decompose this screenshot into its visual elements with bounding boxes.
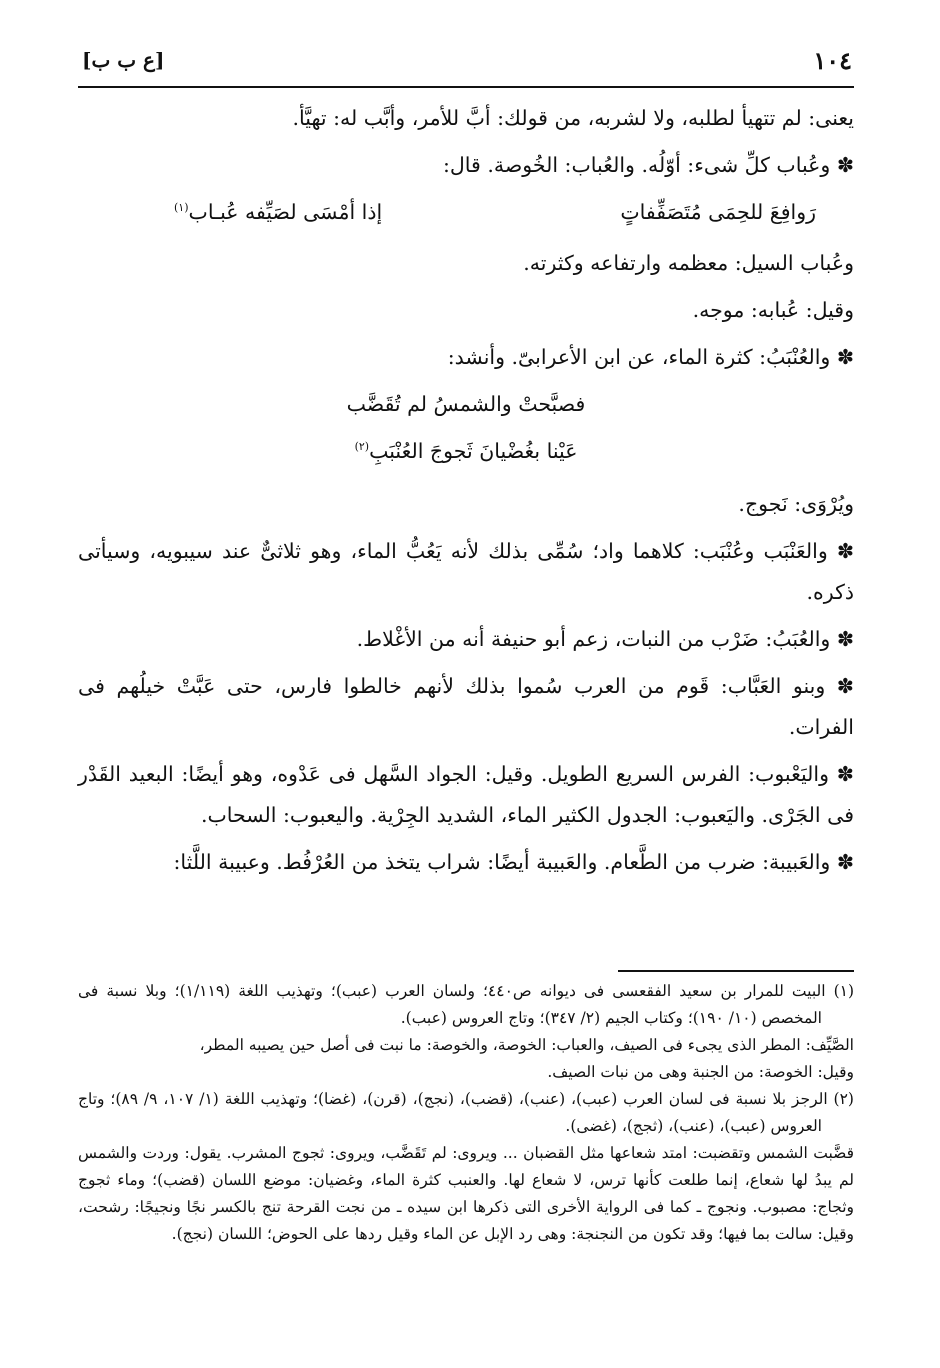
paragraph: ✽ وعُباب كلِّ شىء: أوّلُه. والعُباب: الخُوصة. قال: — [443, 153, 854, 177]
main-text — [78, 98, 854, 889]
footnote-marker[interactable]: (٢) — [354, 440, 370, 454]
verse-hemistich-second: إذا أمْسَى لصَيِّفه عُبـاب$^{(١)}$ — [174, 200, 383, 224]
paragraph: يعنى: لم تتهيأ لطلبه، ولا لشربه، من قولك: أبَّ للأمر، وأبَّب له: تهيَّأ. — [292, 106, 854, 130]
verse-line — [78, 192, 854, 233]
footnote-gloss: قضَّبت الشمس وتقضبت: امتد شعاعها مثل القضبان ... ويروى: لم تَقَضَّب، ويروى: ثجوج المشرب. يقول: وردت والشمس لم يبدُ لها شعاع، إنما طلعت كأنها ترس، لا شعاع لها. والعنبب كثرة الماء، وغضيان: موضع اللسان (قضب)؛ وماء ثجوج وثجاج: مصبوب. ونجوج ـ كما فى الرواية الأخرى التى ذكرها ابن سيده ـ من نجت القرحة تنج بالكسر نجًا ونجيجًا: رشحت، وقيل: سالت بما فيها؛ وقد تكون من النجنجة: وهى رد الإبل عن الماء وقيل ردها على الحوض؛ اللسان (نجج). — [78, 1144, 854, 1243]
paragraph: ✽ وبنو العَبَّاب: قَوم من العرب سُموا بذلك لأنهم خالطوا فارس، حتى عَبَّتْ خيلُهم فى الفرات. — [78, 674, 854, 739]
paragraph: وعُباب السيل: معظمه وارتفاعه وكثرته. — [523, 251, 854, 275]
running-head — [78, 46, 854, 82]
book-page — [78, 40, 854, 1340]
header-divider — [78, 86, 854, 88]
entry-root-label: [ع ب ب] — [82, 48, 165, 72]
rajaz-line: فصبَّحتْ والشمسُ لم تُقَضَّب — [346, 392, 586, 416]
rajaz-line: عَيْنا بغُضْيانَ ثَجوجَ العُنْبَبِ$^{(٢)}$ — [354, 439, 578, 463]
paragraph: ✽ والعُنْبَبُ: كثرة الماء، عن ابن الأعرابىّ. وأنشد: — [447, 345, 854, 369]
paragraph: وقيل: عُبابه: موجه. — [692, 298, 854, 322]
footnote-1: (١) البيت للمرار بن سعيد الفقعسى فى ديوانه ص٤٤٠؛ ولسان العرب (عبب)؛ وتهذيب اللغة (١/١١٩)؛ وبلا نسبة فى المخصص (١٠/ ١٩٠)؛ وكتاب الجيم (٢/ ٣٤٧)؛ وتاج العروس (عبب). — [78, 982, 855, 1027]
verse-hemistich-first: رَوافِعَ للحِمَى مُتَصَفِّفاتٍ — [620, 200, 816, 224]
footnote-2: (٢) الرجز بلا نسبة فى لسان العرب (عبب)، (عنب)، (قضب)، (نجج)، (قرن)، (غضا)؛ وتهذيب اللغة (١/ ١٠٧، ٩/ ٨٩)؛ وتاج العروس (عبب)، (عنب)، (ثجج)، (غضى). — [78, 1090, 854, 1135]
footnote-divider — [618, 970, 854, 972]
paragraph: ويُرْوَى: نَجوج. — [738, 492, 854, 516]
paragraph: ✽ والعَبيبة: ضرب من الطَّعام. والعَبيبة أيضًا: شراب يتخذ من العُرْفُط. وعبيبة اللَّثا: — [173, 850, 854, 874]
footnote-marker[interactable]: (١) — [174, 201, 189, 215]
page-number: ١٠٤ — [813, 46, 852, 75]
paragraph: ✽ واليَعْبوب: الفرس السريع الطويل. وقيل: الجواد السَّهل فى عَدْوه، وهو أيضًا: البعيد القَدْر فى الجَرْى. واليَعبوب: الجدول الكثير الماء، الشديد الجِرْية. واليعبوب: السحاب. — [78, 762, 854, 827]
footnote-gloss: الصَّيِّف: المطر الذى يجىء فى الصيف، والعباب: الخوصة، والخوصة: ما نبت فى أصل حين يصيبه المطر، — [199, 1036, 854, 1054]
paragraph: ✽ والعَنْبَب وعُنْبَب: كلاهما واد؛ سُمِّى بذلك لأنه يَعُبُّ الماء، وهو ثلاثىٌّ عند سيبويه، وسيأتى ذكره. — [78, 539, 854, 604]
paragraph: ✽ والعُبَبُ: ضَرْب من النبات، زعم أبو حنيفة أنه من الأغْلاط. — [356, 627, 854, 651]
footnotes — [78, 978, 854, 1248]
footnote-gloss: وقيل: الخوصة: من الجنبة وهى من نبات الصيف. — [547, 1063, 854, 1081]
